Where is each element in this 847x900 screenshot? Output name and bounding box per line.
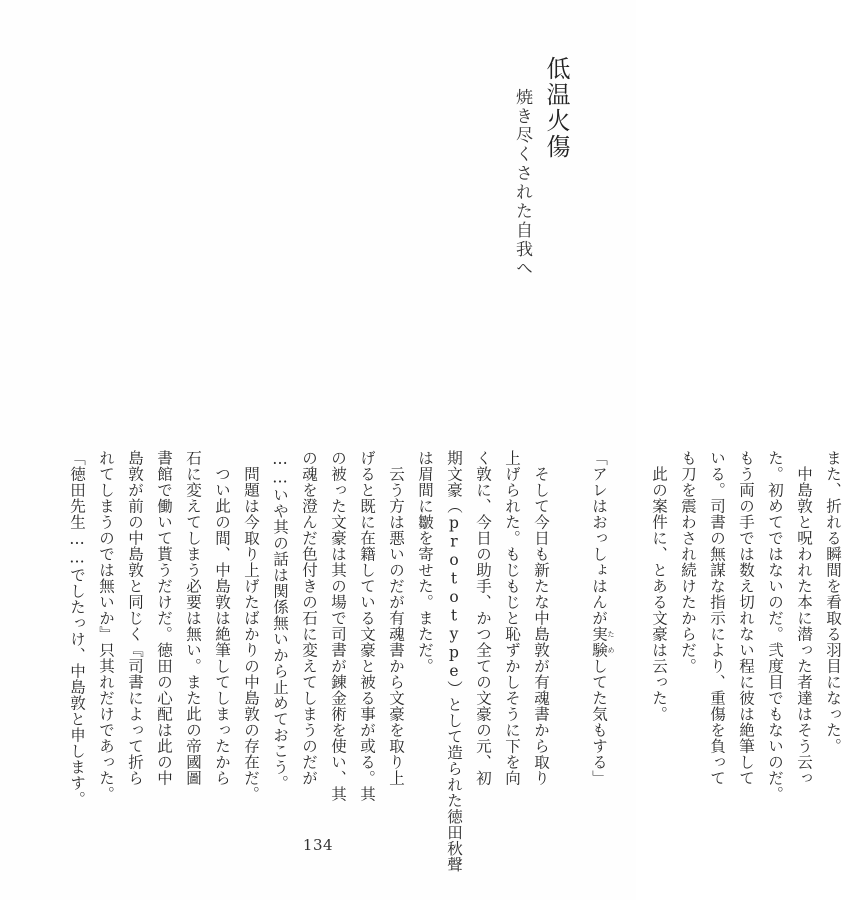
text-line-25: 「徳田先生……でしたっけ、中島敦と申します。 [68, 450, 86, 807]
ruby-base: 実験 [590, 626, 608, 658]
text-line-4: もう両の手では数え切れない程に彼は絶筆して [737, 450, 755, 786]
text-line-16: の被った文豪は其の場で司書が錬金術を使い、其 [329, 450, 347, 802]
text-line-9: そして今日も新たな中島敦が有魂書から取り [532, 466, 550, 786]
text-line-23: 島敦が前の中島敦と同じく『司書によって折ら [126, 450, 144, 786]
page-number: 134 [302, 836, 334, 854]
text-line-12: 期文豪（prototype）として造られた徳田秋聲 [445, 450, 463, 873]
text-line-10: 上げられた。もじもじと恥ずかしそうに下を向 [503, 450, 521, 786]
text-line-18: ……いや其の話は関係無いから止めておこう。 [271, 450, 289, 791]
text-line-6: も刀を震わされ続けたからだ。 [679, 450, 697, 674]
text-line-21: 石に変えてしまう必要は無い。また此の帝國圖 [184, 450, 202, 786]
text-line-17: の魂を澄んだ色付きの石に変えてしまうのだが [300, 450, 318, 786]
blank-line [615, 450, 644, 822]
text-line-11: く敦に、今日の助手、かつ全ての文豪の元、初 [474, 450, 492, 786]
text-line-quote [584, 450, 615, 822]
text-line-15: げると既に在籍している文豪と被る事が或る。其 [358, 450, 376, 802]
text-line-13: は眉間に皺を寄せた。まただ。 [416, 450, 434, 674]
text-line-20: つい此の間、中島敦は絶筆してしまったから [213, 466, 231, 786]
chapter-subtitle: 焼き尽くされた自我へ [512, 88, 532, 278]
text-line-5: いる。司書の無謀な指示により、重傷を負って [708, 450, 726, 786]
ruby-annotation [590, 626, 615, 658]
text-line-14: 云う方は悪いのだが有魂書から文豪を取り上 [387, 466, 405, 786]
quote-part-1: 「アレはおっしょはんが [590, 450, 608, 626]
text-line-19: 問題は今取り上げたばかりの中島敦の存在だ。 [242, 466, 260, 802]
ruby-reading: ため [607, 626, 615, 658]
blank-line [555, 450, 584, 822]
chapter-title: 低温火傷 [542, 56, 570, 160]
text-line-2: 中島敦と呪われた本に潜った者達はそう云っ [795, 466, 813, 786]
text-line-22: 書館で働いて貰うだけだ。徳田の心配は此の中 [155, 450, 173, 786]
quote-part-2: してた気もする」 [590, 658, 608, 786]
text-line-24: れてしまうのでは無いか』只其れだけであった。 [97, 450, 115, 802]
text-line-7: 此の案件に、とある文豪は云った。 [650, 466, 668, 722]
text-line-1: また、折れる瞬間を看取る羽目になった。 [824, 450, 842, 754]
text-line-3: た。初めてではないのだ。弐度目でもないのだ。 [766, 450, 784, 802]
